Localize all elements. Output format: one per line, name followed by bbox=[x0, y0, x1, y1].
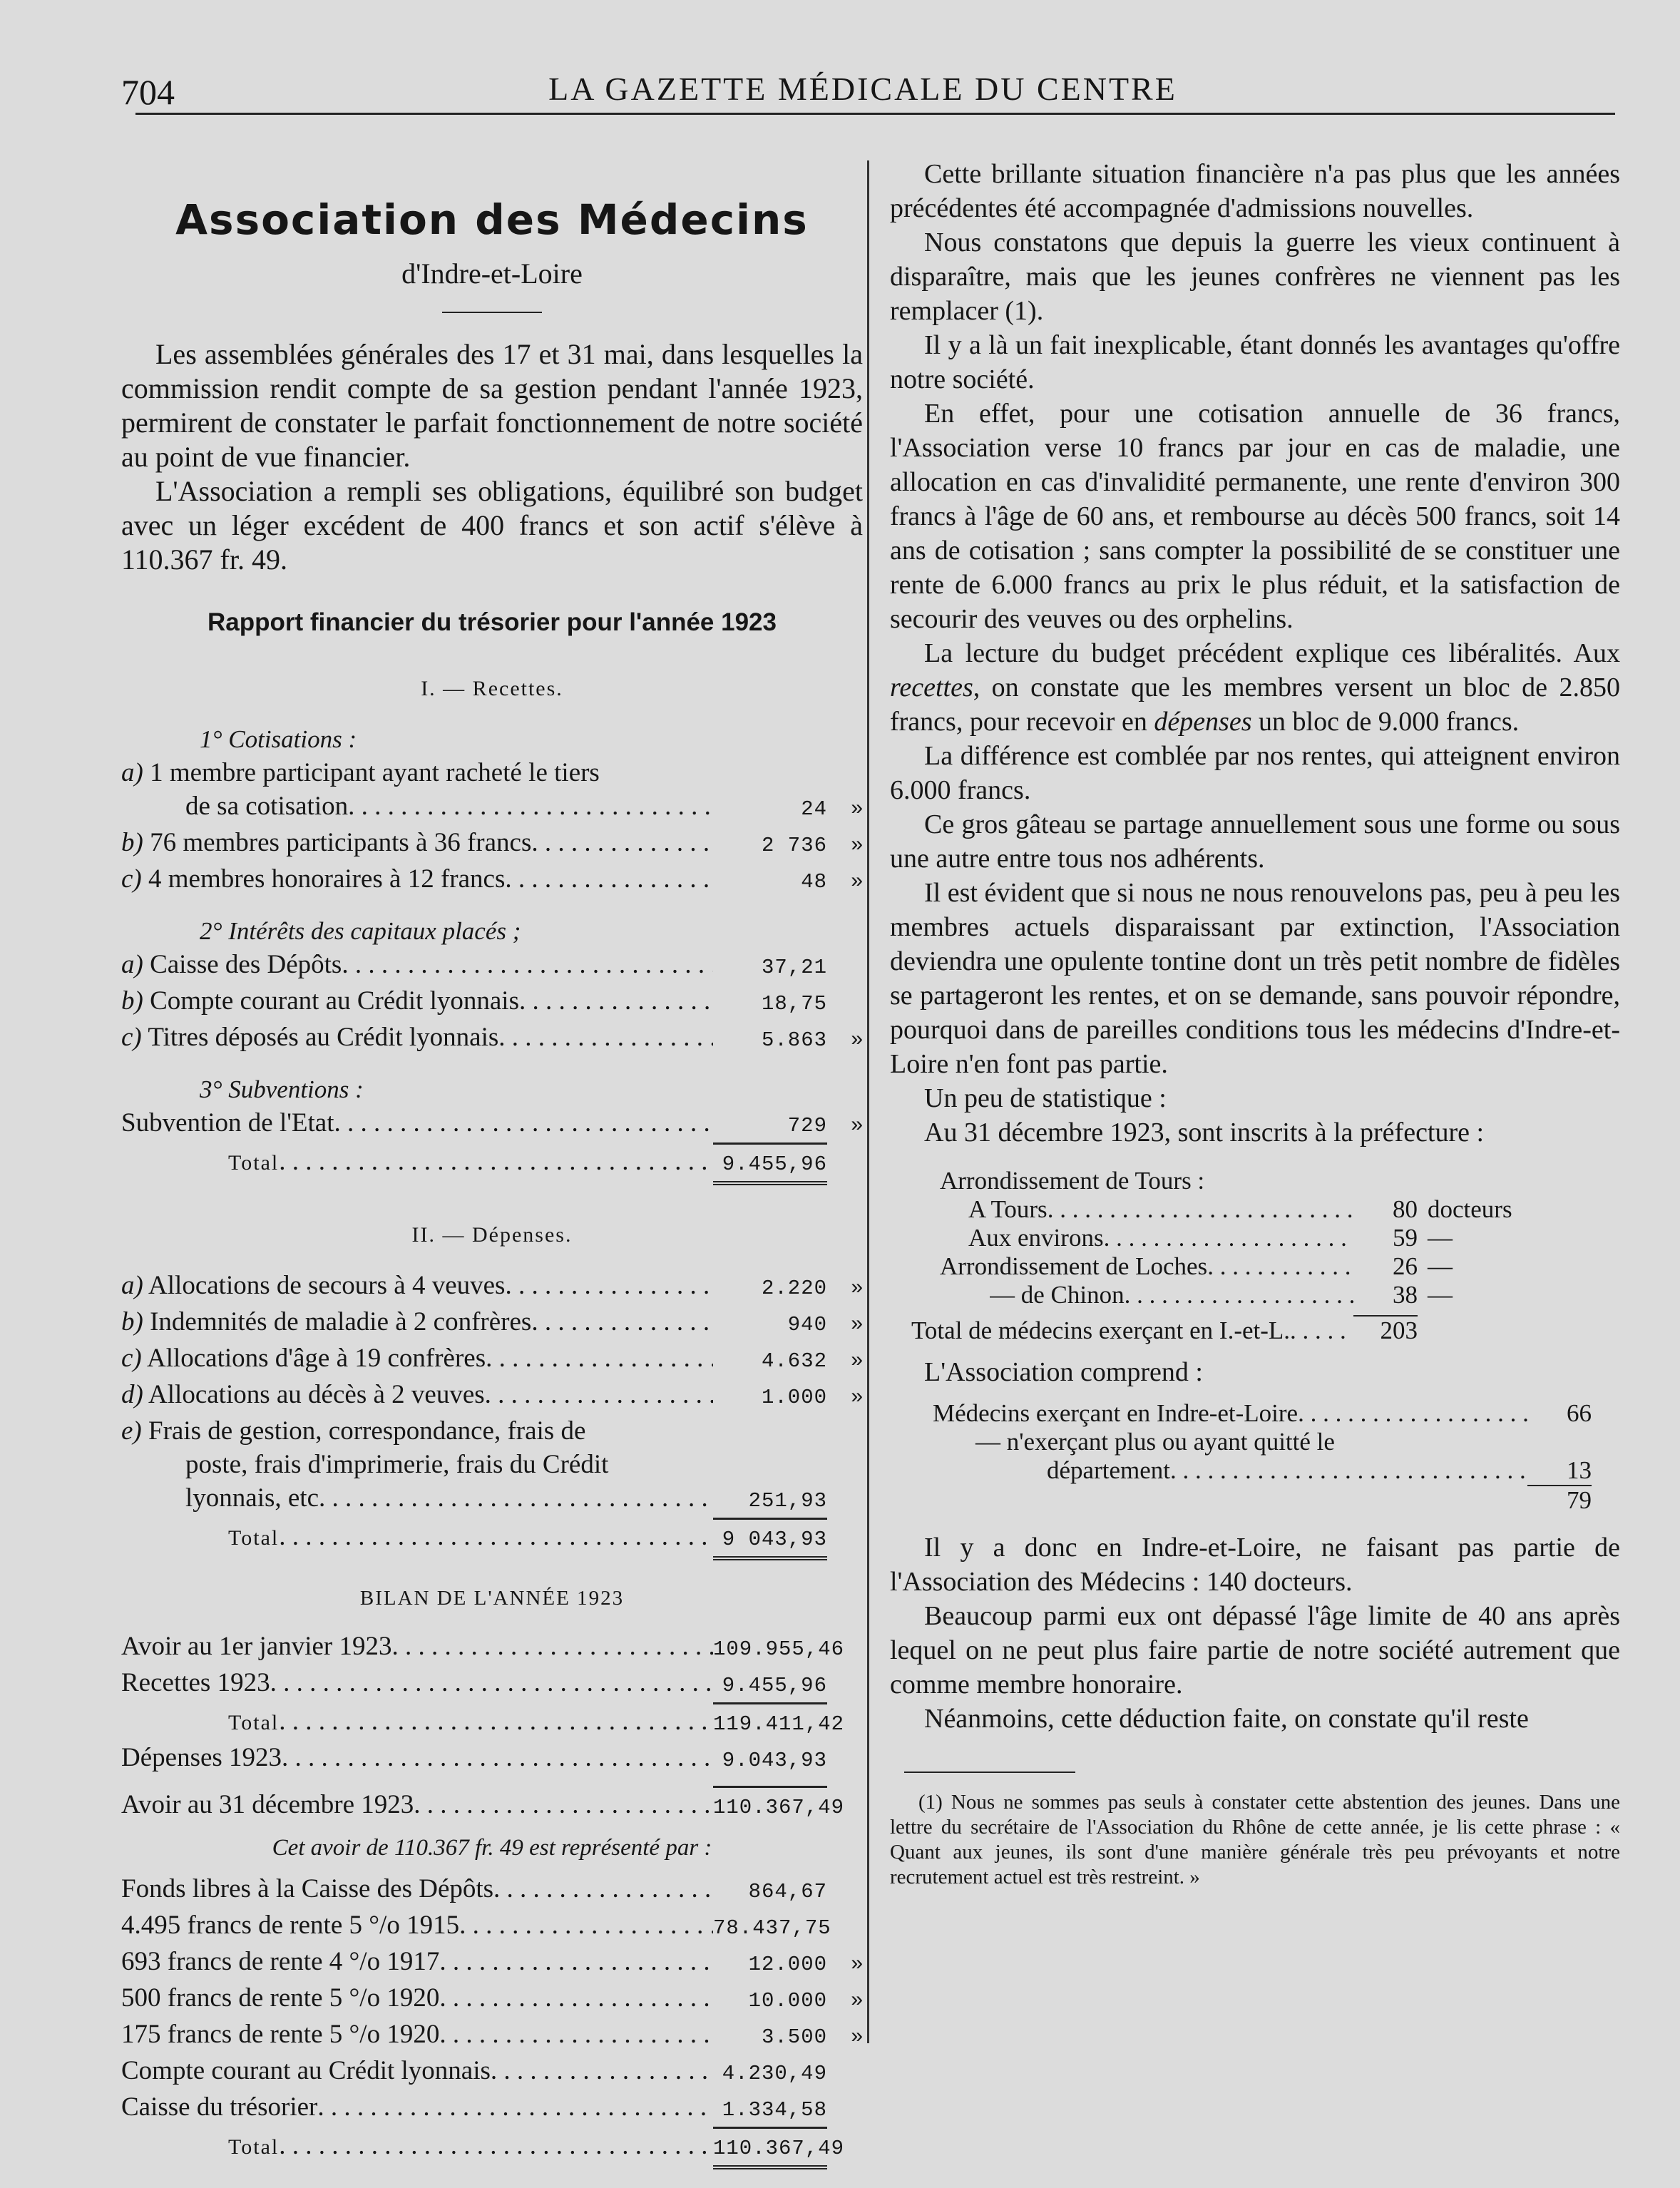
holding-row bbox=[121, 1908, 863, 1945]
ledger-row bbox=[121, 1630, 863, 1666]
item-label: 1 membre participant ayant racheté le tiers bbox=[150, 758, 600, 787]
ledger-row bbox=[121, 1481, 863, 1518]
item-amount: 48 bbox=[801, 870, 827, 894]
total-label: Total bbox=[228, 1526, 280, 1550]
body-paragraph: Au 31 décembre 1923, sont inscrits à la préfecture : bbox=[924, 1118, 1485, 1147]
ditto-mark: » bbox=[851, 1988, 863, 2011]
ditto-mark: » bbox=[851, 832, 863, 856]
report-title: Rapport financier du trésorier pour l'année 1923 bbox=[208, 608, 777, 636]
item-letter: b) bbox=[121, 986, 143, 1016]
total-amount: 9.455,96 bbox=[713, 1142, 827, 1185]
stats-count: 80 bbox=[1393, 1195, 1418, 1223]
item-amount: 4.632 bbox=[761, 1349, 827, 1373]
ditto-mark: » bbox=[851, 796, 863, 819]
stats-label: département bbox=[1047, 1456, 1170, 1484]
body-paragraph: Il y a donc en Indre-et-Loire, ne faisant pas partie de l'Association des Médecins : 140 docteurs. bbox=[890, 1533, 1620, 1597]
stats-label: Médecins exerçant en Indre-et-Loire bbox=[933, 1399, 1299, 1427]
text-run-italic: dépenses bbox=[1154, 707, 1252, 737]
stats-unit: — bbox=[1428, 1281, 1453, 1309]
item-amount: 3.500 bbox=[761, 2025, 827, 2049]
item-label: 76 membres participants à 36 francs bbox=[150, 828, 532, 857]
body-paragraph bbox=[890, 636, 1620, 739]
footnote-rule bbox=[904, 1772, 1075, 1773]
body-paragraph: Beaucoup parmi eux ont dépassé l'âge limite de 40 ans après lequel on ne peut plus faire partie de notre société autrement que comme membre honoraire. bbox=[890, 1601, 1620, 1699]
stats-count: 13 bbox=[1527, 1456, 1592, 1486]
item-amount: 109.955,46 bbox=[713, 1637, 845, 1661]
section-title-recettes: I. — Recettes. bbox=[421, 677, 563, 700]
item-label: Subvention de l'Etat bbox=[121, 1108, 334, 1138]
total-amount: 9 043,93 bbox=[713, 1518, 827, 1560]
item-label: Fonds libres à la Caisse des Dépôts bbox=[121, 1874, 494, 1903]
stats-row bbox=[911, 1252, 1549, 1281]
ledger-row bbox=[121, 1741, 863, 1777]
ditto-mark: » bbox=[851, 1275, 863, 1299]
item-label: Recettes 1923 bbox=[121, 1668, 270, 1697]
item-letter: a) bbox=[121, 950, 143, 979]
stats-row bbox=[911, 1224, 1549, 1252]
ditto-mark: » bbox=[851, 1384, 863, 1408]
body-paragraph: La différence est comblée par nos rentes, qui atteignent environ 6.000 francs. bbox=[890, 741, 1620, 805]
holding-row bbox=[121, 2090, 863, 2127]
item-label: Indemnités de maladie à 2 confrères bbox=[150, 1307, 532, 1336]
item-amount: 4.230,49 bbox=[722, 2062, 827, 2085]
item-amount: 2 736 bbox=[761, 834, 827, 857]
item-label: Frais de gestion, correspondance, frais de bbox=[148, 1416, 586, 1446]
text-run: un bloc de 9.000 francs. bbox=[1251, 707, 1520, 737]
ledger-item bbox=[121, 756, 863, 826]
item-amount: 37,21 bbox=[761, 956, 827, 979]
item-letter: a) bbox=[121, 1271, 143, 1300]
subhead-interets: 2° Intérêts des capitaux placés ; bbox=[200, 917, 521, 945]
item-label: Allocations de secours à 4 veuves bbox=[148, 1271, 506, 1300]
holding-row bbox=[121, 2054, 863, 2090]
stats-label: Arrondissement de Loches bbox=[940, 1252, 1208, 1280]
text-run: La lecture du budget précédent explique ces libéralités. Aux bbox=[924, 638, 1620, 668]
ledger-row bbox=[121, 1378, 863, 1414]
item-amount: 940 bbox=[787, 1313, 827, 1336]
ledger-row bbox=[121, 1269, 863, 1305]
item-amount: 5.863 bbox=[761, 1028, 827, 1052]
ledger-row bbox=[121, 826, 863, 862]
membership-table bbox=[890, 1399, 1620, 1515]
represented-by-line: Cet avoir de 110.367 fr. 49 est représenté par : bbox=[272, 1835, 712, 1861]
item-label: Avoir au 31 décembre 1923 bbox=[121, 1790, 414, 1819]
ledger-total-row bbox=[121, 2127, 863, 2169]
item-label: poste, frais d'imprimerie, frais du Crédit bbox=[185, 1450, 609, 1479]
body-paragraph: En effet, pour une cotisation annuelle de 36 francs, l'Association verse 10 francs par jour en cas de maladie, une allocation en cas d'invalidité permanente, une rente d'environ 300 francs à l'âge de 60 ans, et rembourse au décès 500 francs, soit 14 ans de cotisation ; sans compter la possibilité de se constituer une rente de 6.000 francs au prix le plus réduit, et la satisfaction de secourir des veuves ou des orphelins. bbox=[890, 399, 1620, 634]
article-subtitle: d'Indre-et-Loire bbox=[401, 257, 583, 290]
ledger-row bbox=[121, 1106, 863, 1142]
title-rule bbox=[442, 312, 542, 313]
stats-total-row bbox=[933, 1486, 1592, 1515]
left-column bbox=[121, 193, 863, 2169]
intro-paragraph: L'Association a rempli ses obligations, équilibré son budget avec un léger excédent de 400 francs et son actif s'élève à 110.367 fr. 49. bbox=[121, 475, 863, 576]
right-column bbox=[890, 157, 1620, 1890]
body-paragraph: Cette brillante situation financière n'a pas plus que les années précédentes été accompagnée d'admissions nouvelles. bbox=[890, 159, 1620, 223]
item-letter: b) bbox=[121, 828, 143, 857]
body-paragraph: Ce gros gâteau se partage annuellement sous une forme ou sous une autre entre tous nos adhérents. bbox=[890, 809, 1620, 874]
ditto-mark: » bbox=[851, 1312, 863, 1335]
stats-unit: — bbox=[1428, 1252, 1453, 1280]
item-amount: 1.000 bbox=[761, 1386, 827, 1409]
statistics-table bbox=[890, 1167, 1620, 1345]
item-letter: e) bbox=[121, 1416, 142, 1446]
ditto-mark: » bbox=[851, 1951, 863, 1975]
item-label: Allocations d'âge à 19 confrères bbox=[146, 1344, 486, 1373]
ditto-mark: » bbox=[851, 2024, 863, 2048]
stats-label: A Tours bbox=[968, 1195, 1048, 1223]
item-label: Caisse du trésorier bbox=[121, 2092, 318, 2122]
ledger-item bbox=[121, 1414, 863, 1518]
ditto-mark: » bbox=[851, 1113, 863, 1136]
ditto-mark: » bbox=[851, 869, 863, 892]
ledger-total-row bbox=[121, 1518, 863, 1560]
ledger-row bbox=[121, 1666, 863, 1702]
stats-label: — de Chinon bbox=[990, 1281, 1125, 1309]
stats-count: 26 bbox=[1393, 1252, 1418, 1280]
ledger-total-row bbox=[121, 1702, 863, 1741]
item-label: de sa cotisation bbox=[185, 792, 349, 821]
bilan-title: BILAN DE L'ANNÉE 1923 bbox=[359, 1587, 625, 1610]
item-amount: 729 bbox=[787, 1114, 827, 1138]
item-label: Compte courant au Crédit lyonnais bbox=[121, 2056, 491, 2085]
body-paragraph: Nous constatons que depuis la guerre les vieux continuent à disparaître, mais que les jeunes confrères ne viennent pas les remplacer (1). bbox=[890, 228, 1620, 326]
item-label: 693 francs de rente 4 °/o 1917 bbox=[121, 1947, 440, 1976]
body-paragraph: Un peu de statistique : bbox=[924, 1083, 1167, 1113]
item-label: lyonnais, etc bbox=[185, 1483, 319, 1513]
item-label: Caisse des Dépôts bbox=[150, 950, 342, 979]
item-amount: 9.043,93 bbox=[722, 1749, 827, 1772]
text-run: , on constate que les membres versent un bloc de 2.850 francs, pour recevoir en bbox=[890, 673, 1620, 737]
subhead-subventions: 3° Subventions : bbox=[200, 1075, 364, 1103]
item-label: Allocations au décès à 2 veuves bbox=[148, 1380, 485, 1409]
ledger-row bbox=[121, 1341, 863, 1378]
item-label: Avoir au 1er janvier 1923 bbox=[121, 1632, 392, 1661]
holding-row bbox=[121, 1981, 863, 2018]
item-amount: 1.334,58 bbox=[722, 2098, 827, 2122]
footnote: (1) Nous ne sommes pas seuls à constater cette abstention des jeunes. Dans une lettre du secrétaire de l'Association du Rhône de cette année, je lis cette phrase : « Quant aux jeunes, ils sont d'une manière générale très peu prévoyants et notre recrutement actuel est très restreint. » bbox=[890, 1791, 1620, 1888]
item-letter: c) bbox=[121, 1023, 142, 1052]
stats-label: Aux environs bbox=[968, 1224, 1104, 1252]
journal-title: LA GAZETTE MÉDICALE DU CENTRE bbox=[548, 71, 1177, 107]
body-paragraph: Il est évident que si nous ne nous renouvelons pas, peu à peu les membres actuels disparaissant par extinction, l'Association deviendra une opulente tontine dont un très petit nombre de fidèles se partageront les rentes, et on se demande, sans pouvoir répondre, pourquoi dans de pareilles conditions tous les médecins d'Indre-et-Loire n'en font pas partie. bbox=[890, 878, 1620, 1079]
ledger-row bbox=[121, 789, 863, 826]
stats-total-row bbox=[911, 1315, 1549, 1345]
column-rule bbox=[867, 160, 869, 2043]
holding-row bbox=[121, 1872, 863, 1908]
body-paragraph: L'Association comprend : bbox=[924, 1357, 1203, 1387]
stats-total: 79 bbox=[1567, 1486, 1592, 1514]
item-amount: 10.000 bbox=[748, 1989, 827, 2013]
body-paragraph: Néanmoins, cette déduction faite, on constate qu'il reste bbox=[924, 1704, 1529, 1734]
item-letter: d) bbox=[121, 1380, 143, 1409]
stats-count: 59 bbox=[1393, 1224, 1418, 1252]
ledger-total-row bbox=[121, 1142, 863, 1185]
item-amount: 78.437,75 bbox=[713, 1916, 831, 1940]
stats-row bbox=[933, 1399, 1592, 1428]
stats-unit: — bbox=[1428, 1224, 1453, 1252]
stats-count: 38 bbox=[1393, 1281, 1418, 1309]
stats-label: — n'exerçant plus ou ayant quitté le bbox=[975, 1428, 1335, 1456]
subhead-cotisations: 1° Cotisations : bbox=[200, 725, 357, 753]
item-label: Titres déposés au Crédit lyonnais bbox=[148, 1023, 499, 1052]
item-label: 500 francs de rente 5 °/o 1920 bbox=[121, 1983, 440, 2013]
item-amount: 2.220 bbox=[761, 1277, 827, 1300]
stats-total-label: Total de médecins exerçant en I.-et-L. bbox=[911, 1317, 1291, 1344]
item-label: 4 membres honoraires à 12 francs bbox=[148, 864, 506, 894]
item-label: Compte courant au Crédit lyonnais bbox=[150, 986, 519, 1016]
section-title-depenses: II. — Dépenses. bbox=[411, 1223, 573, 1247]
item-amount: 110.367,49 bbox=[713, 1786, 827, 1824]
item-amount: 12.000 bbox=[748, 1953, 827, 1976]
item-amount: 24 bbox=[801, 797, 827, 821]
stats-total: 203 bbox=[1353, 1315, 1418, 1345]
text-run-italic: recettes bbox=[890, 673, 973, 702]
ledger-row bbox=[121, 862, 863, 899]
total-label: Total bbox=[228, 1711, 280, 1734]
holding-row bbox=[121, 1945, 863, 1981]
header-rule bbox=[135, 113, 1615, 115]
ledger-row bbox=[121, 984, 863, 1021]
item-amount: 864,67 bbox=[748, 1880, 827, 1903]
holding-row bbox=[121, 2018, 863, 2054]
stats-unit: docteurs bbox=[1428, 1195, 1512, 1223]
intro-paragraph: Les assemblées générales des 17 et 31 mai, dans lesquelles la commission rendit compte de sa gestion pendant l'année 1923, permirent de constater le parfait fonctionnement de notre société au point de vue financier. bbox=[121, 338, 863, 473]
total-label: Total bbox=[228, 1151, 280, 1175]
item-letter: c) bbox=[121, 864, 142, 894]
item-label: 175 francs de rente 5 °/o 1920 bbox=[121, 2020, 440, 2049]
stats-row bbox=[933, 1456, 1592, 1486]
body-paragraph: Il y a là un fait inexplicable, étant donnés les avantages qu'offre notre société. bbox=[890, 330, 1620, 394]
total-amount: 110.367,49 bbox=[713, 2127, 827, 2169]
item-letter: a) bbox=[121, 758, 143, 787]
item-amount: 18,75 bbox=[761, 992, 827, 1016]
article-title: Association des Médecins bbox=[175, 195, 809, 244]
page-number: 704 bbox=[121, 72, 175, 112]
item-amount: 9.455,96 bbox=[722, 1674, 827, 1697]
item-label: 4.495 francs de rente 5 °/o 1915 bbox=[121, 1911, 460, 1940]
ditto-mark: » bbox=[851, 1348, 863, 1371]
stats-row bbox=[911, 1281, 1549, 1309]
stats-row bbox=[911, 1195, 1549, 1224]
item-amount: 251,93 bbox=[748, 1489, 827, 1513]
ledger-row bbox=[121, 1021, 863, 1057]
total-amount: 119.411,42 bbox=[713, 1702, 827, 1741]
running-head bbox=[114, 60, 1612, 117]
total-label: Total bbox=[228, 2135, 280, 2159]
ditto-mark: » bbox=[851, 1027, 863, 1050]
item-label: Dépenses 1923 bbox=[121, 1743, 282, 1772]
stats-heading: Arrondissement de Tours : bbox=[940, 1167, 1205, 1195]
ledger-row bbox=[121, 1786, 863, 1824]
stats-count: 66 bbox=[1567, 1399, 1592, 1427]
ledger-row bbox=[121, 948, 863, 984]
ledger-row bbox=[121, 1305, 863, 1341]
item-letter: c) bbox=[121, 1344, 142, 1373]
item-letter: b) bbox=[121, 1307, 143, 1336]
